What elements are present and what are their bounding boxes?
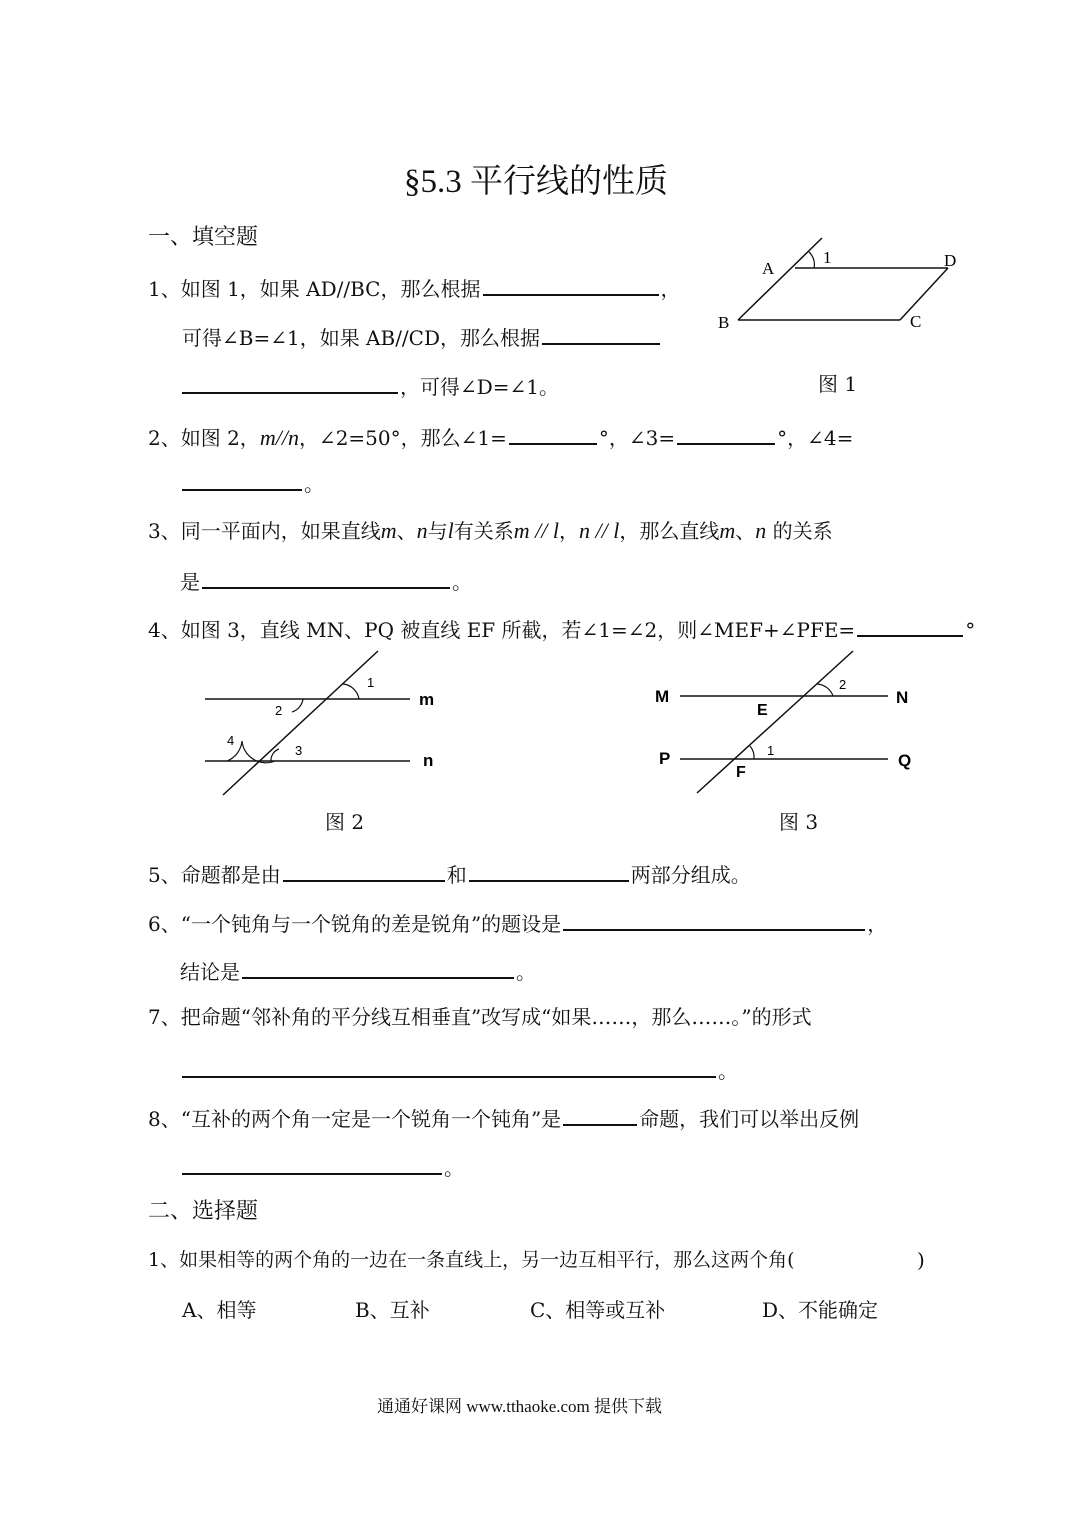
question-text: 4、如图 3，直线 MN、PQ 被直线 EF 所截，若∠1=∠2，则∠MEF+∠PFE=: [148, 618, 856, 642]
question-text: 3、同一平面内，如果直线: [148, 519, 381, 543]
answer-blank[interactable]: [182, 1056, 716, 1078]
question-text: ，可得∠D=∠1。: [400, 375, 560, 399]
angle-label-4: 4: [227, 733, 235, 748]
question-8-line-1: [148, 1104, 859, 1131]
question-7-line-2: [180, 1056, 738, 1083]
relation-m-parallel-l: m // l: [513, 518, 559, 543]
answer-blank[interactable]: [509, 423, 597, 445]
section-heading-multiple-choice: 二、选择题: [148, 1199, 259, 1224]
answer-blank[interactable]: [677, 423, 775, 445]
question-7-line-1: [148, 1005, 812, 1029]
point-F: F: [736, 764, 746, 781]
parallel-sign: //: [275, 425, 288, 450]
figure-3-caption: 图 3: [779, 810, 819, 834]
question-text: 、: [735, 519, 756, 543]
figure-2-caption: 图 2: [325, 810, 365, 834]
question-text: 的关系: [766, 519, 833, 543]
question-text: °，∠3=: [598, 426, 676, 450]
answer-blank[interactable]: [182, 372, 398, 394]
question-2-line-1: [148, 423, 853, 450]
question-3-line-2: [180, 567, 472, 594]
line-label-m: m: [419, 690, 435, 709]
answer-blank[interactable]: [202, 567, 450, 589]
answer-blank[interactable]: [182, 1153, 442, 1175]
angle-label-1: 1: [767, 743, 775, 758]
question-text: 结论是: [180, 960, 240, 984]
label-A: A: [762, 259, 775, 278]
answer-blank[interactable]: [483, 274, 659, 296]
relation-n-parallel-l: n // l: [578, 518, 620, 543]
question-text: 与: [427, 519, 448, 543]
question-text: 可得∠B=∠1，如果 AB//CD，那么根据: [182, 326, 541, 350]
question-text: ，那么直线: [619, 519, 720, 543]
label-C: C: [910, 312, 922, 331]
question-8-line-2: [180, 1153, 464, 1180]
question-text: 。: [444, 1156, 464, 1180]
question-text: 和: [446, 863, 467, 887]
answer-blank[interactable]: [563, 909, 865, 931]
question-1-line-2: [182, 323, 662, 350]
question-text: 。: [452, 570, 472, 594]
question-text: 5、命题都是由: [148, 863, 281, 887]
question-3-line-1: [148, 519, 833, 543]
point-P: P: [659, 749, 671, 768]
answer-blank[interactable]: [182, 469, 302, 491]
angle-label-2: 2: [275, 703, 283, 718]
var-l: l: [447, 518, 454, 543]
question-text: 2、如图 2，: [148, 426, 260, 450]
figure-3-parallel-lines: [650, 645, 930, 805]
point-Q: Q: [898, 751, 912, 770]
mc-question-1-close-paren: ): [917, 1248, 925, 1272]
option-C[interactable]: C、相等或互补: [530, 1298, 666, 1322]
label-D: D: [944, 251, 957, 270]
option-B[interactable]: B、互补: [355, 1298, 430, 1322]
var-m: m: [719, 518, 736, 543]
figure-2-parallel-lines: [195, 645, 455, 805]
page-title: §5.3 平行线的性质: [404, 164, 668, 200]
question-text: 6、“一个钝角与一个锐角的差是锐角”的题设是: [148, 912, 562, 936]
question-1-line-3: [180, 372, 559, 399]
question-2-line-2: [180, 469, 324, 496]
figure-1-parallelogram: [710, 236, 980, 346]
question-text: 命题，我们可以举出反例: [639, 1107, 860, 1131]
question-text: 。: [304, 472, 324, 496]
question-text: 8、“互补的两个角一定是一个锐角一个钝角”是: [148, 1107, 562, 1131]
var-n: n: [287, 425, 299, 450]
question-text: 是: [180, 570, 200, 594]
question-text: ，: [558, 519, 579, 543]
question-text: °: [965, 618, 976, 642]
question-text: 有关系: [453, 519, 514, 543]
answer-blank[interactable]: [857, 615, 963, 637]
question-6-line-1: [148, 909, 887, 936]
angle-label-3: 3: [295, 743, 303, 758]
page-footer: 通通好课网 www.tthaoke.com 提供下载: [377, 1397, 663, 1416]
question-6-line-2: [180, 957, 536, 984]
point-E: E: [757, 702, 768, 719]
point-N: N: [896, 688, 909, 707]
question-text: 7、把命题“邻补角的平分线互相垂直”改写成“如果……，那么……。”的形式: [148, 1005, 812, 1029]
section-heading-fill-in: 一、填空题: [148, 225, 259, 250]
var-m: m: [380, 518, 397, 543]
mc-question-1-stem: 1、如果相等的两个角的一边在一条直线上，另一边互相平行，那么这两个角(: [148, 1249, 795, 1271]
question-1-line-1: [148, 274, 681, 301]
question-text: ，∠2=50°，那么∠1=: [298, 426, 507, 450]
question-text: 。: [718, 1059, 738, 1083]
question-text: 、: [396, 519, 417, 543]
line-label-n: n: [423, 751, 434, 770]
question-text: °，∠4=: [777, 426, 854, 450]
question-text: 1、如图 1，如果 AD//BC，那么根据: [148, 277, 481, 301]
var-n: n: [755, 518, 767, 543]
answer-blank[interactable]: [563, 1104, 637, 1126]
question-text: ，: [867, 912, 888, 936]
answer-blank[interactable]: [283, 860, 445, 882]
label-a1: 1: [823, 248, 832, 267]
answer-blank[interactable]: [242, 957, 514, 979]
angle-label-2: 2: [839, 677, 847, 692]
angle-label-1: 1: [367, 675, 375, 690]
label-B: B: [718, 313, 730, 332]
question-text: 两部分组成。: [630, 863, 751, 887]
question-4: [148, 615, 975, 642]
question-text: 。: [516, 960, 536, 984]
answer-blank[interactable]: [469, 860, 629, 882]
answer-blank[interactable]: [542, 323, 660, 345]
point-M: M: [655, 687, 670, 706]
option-D[interactable]: D、不能确定: [762, 1298, 879, 1322]
question-text: ，: [660, 277, 681, 301]
figure-1-caption: 图 1: [818, 372, 858, 396]
question-5: [148, 860, 751, 887]
var-n: n: [416, 518, 428, 543]
var-m: m: [259, 425, 276, 450]
option-A[interactable]: A、相等: [182, 1298, 257, 1322]
